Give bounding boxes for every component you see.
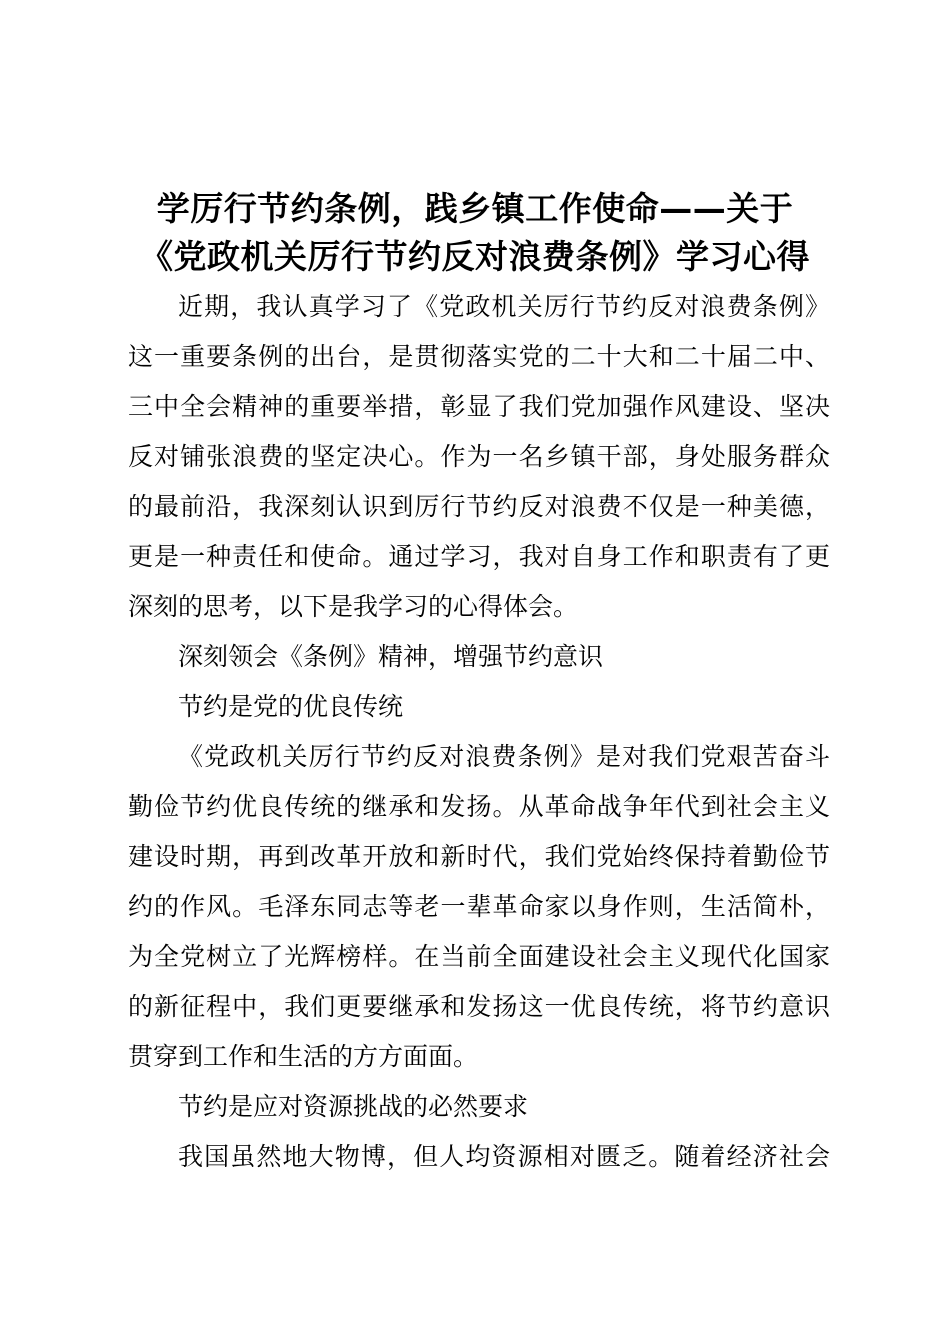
paragraph-line: 更是一种责任和使命。通过学习，我对自身工作和职责有了更: [128, 542, 830, 571]
paragraph-line: 贯穿到工作和生活的方方面面。: [128, 1042, 479, 1071]
paragraph-line: 的新征程中，我们更要继承和发扬这一优良传统，将节约意识: [128, 992, 830, 1021]
subsection-heading: 节约是党的优良传统: [178, 692, 404, 721]
section-heading: 深刻领会《条例》精神，增强节约意识: [178, 642, 604, 671]
document-title-line-2: 《党政机关厉行节约反对浪费条例》学习心得: [140, 237, 810, 276]
paragraph-line: 深刻的思考，以下是我学习的心得体会。: [128, 592, 579, 621]
paragraph-line: 建设时期，再到改革开放和新时代，我们党始终保持着勤俭节: [128, 842, 830, 871]
document-title-line-1: 学厉行节约条例，践乡镇工作使命——关于: [156, 189, 794, 228]
paragraph-line: 近期，我认真学习了《党政机关厉行节约反对浪费条例》: [178, 292, 830, 321]
paragraph-line: 为全党树立了光辉榜样。在当前全面建设社会主义现代化国家: [128, 942, 830, 971]
paragraph-line: 约的作风。毛泽东同志等老一辈革命家以身作则，生活简朴，: [128, 892, 830, 921]
paragraph-line: 的最前沿，我深刻认识到厉行节约反对浪费不仅是一种美德，: [128, 492, 830, 521]
paragraph-line: 勤俭节约优良传统的继承和发扬。从革命战争年代到社会主义: [128, 792, 830, 821]
subsection-heading: 节约是应对资源挑战的必然要求: [178, 1092, 529, 1121]
paragraph-line: 三中全会精神的重要举措，彰显了我们党加强作风建设、坚决: [128, 392, 830, 421]
paragraph-line: 这一重要条例的出台，是贯彻落实党的二十大和二十届二中、: [128, 342, 830, 371]
paragraph-line: 反对铺张浪费的坚定决心。作为一名乡镇干部，身处服务群众: [128, 442, 830, 471]
paragraph-line: 我国虽然地大物博，但人均资源相对匮乏。随着经济社会: [178, 1142, 830, 1171]
paragraph-line: 《党政机关厉行节约反对浪费条例》是对我们党艰苦奋斗: [178, 742, 830, 771]
